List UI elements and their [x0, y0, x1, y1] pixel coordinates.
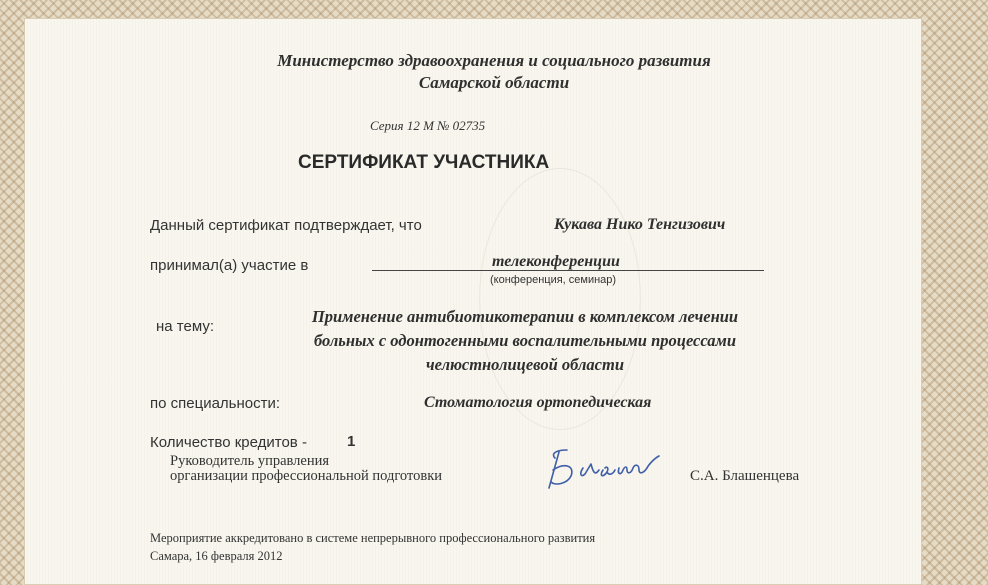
specialty-value: Стоматология ортопедическая	[424, 394, 652, 411]
series-number: Серия 12 М № 02735	[370, 118, 486, 133]
signature-icon	[545, 444, 675, 490]
confirm-label: Данный сертификат подтверждает, что	[150, 217, 422, 234]
ministry-line-1: Министерство здравоохранения и социального развития	[277, 51, 711, 70]
ministry-line-2: Самарской области	[418, 73, 570, 92]
participated-label: принимал(а) участие в	[150, 257, 309, 274]
certificate-title: СЕРТИФИКАТ УЧАСТНИКА	[298, 152, 550, 173]
head-title-line-2: организации профессиональной подготовки	[170, 468, 443, 484]
event-type: телеконференции	[492, 253, 620, 270]
head-title-line-1: Руководитель управления	[170, 453, 330, 469]
accreditation-note: Мероприятие аккредитовано в системе непрерывного профессионального развития	[150, 531, 596, 545]
topic-line-2: больных с одонтогенными воспалительными процессами	[313, 331, 737, 350]
specialty-label: по специальности:	[150, 395, 281, 412]
credits-label: Количество кредитов -	[150, 434, 307, 451]
watermark	[479, 168, 641, 430]
head-name: С.А. Блашенцева	[690, 468, 800, 484]
participant-name: Кукава Нико Тенгизович	[554, 216, 726, 233]
credits-value: 1	[347, 433, 356, 450]
place-date: Самара, 16 февраля 2012	[150, 549, 283, 563]
certificate-paper	[24, 18, 922, 585]
topic-label: на тему:	[156, 318, 214, 335]
topic-line-1: Применение антибиотикотерапии в комплексом лечении	[311, 307, 739, 326]
topic-line-3: челюстнолицевой области	[426, 355, 624, 374]
event-type-hint: (конференция, семинар)	[490, 274, 617, 286]
